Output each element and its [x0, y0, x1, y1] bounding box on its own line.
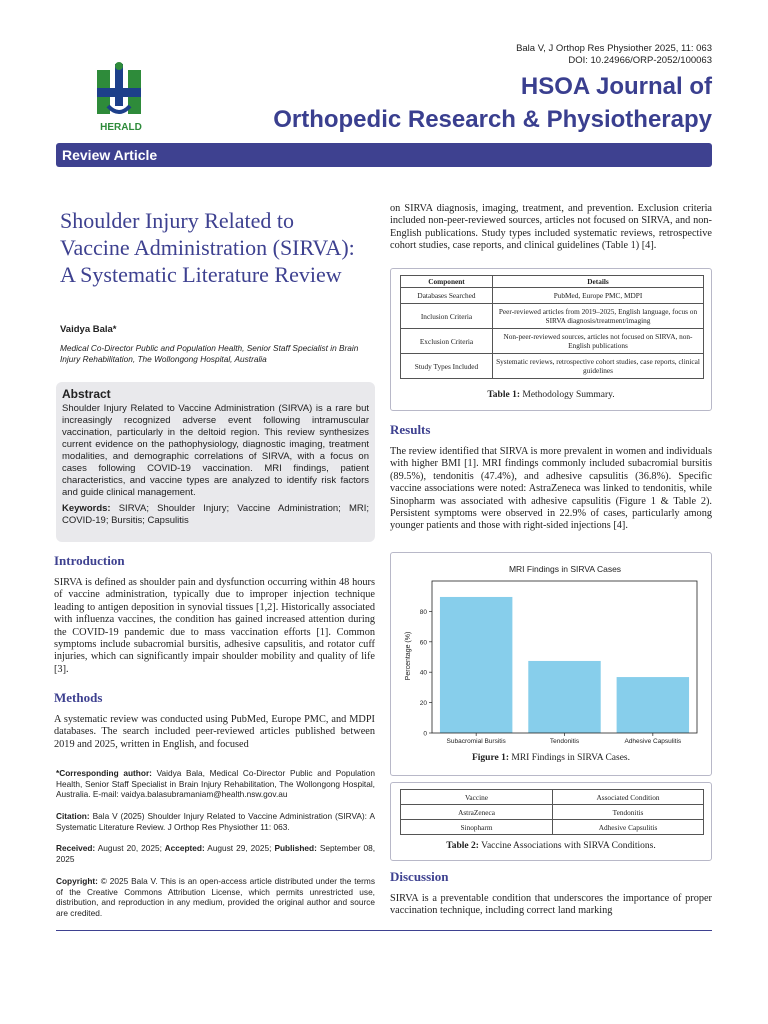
table-row [401, 820, 704, 835]
introduction-heading: Introduction [54, 553, 125, 568]
table1-header: Component [401, 276, 493, 288]
table1-caption [391, 390, 711, 400]
methods-text-right: on SIRVA diagnosis, imaging, treatment, and prevention. Exclusion criteria included non-peer-reviewed sources, articles not focused on SIRVA, and non-English publications. Study types included systematic reviews, retrospective cohort studies, case reports, and clinical guidelines (Table 1) [4]. [390, 203, 712, 252]
methods-text-left: A systematic review was conducted using PubMed, Europe PMC, and MDPI databases. The search included peer-reviewed articles published between 2019 and 2025, written in English, and focused [54, 714, 375, 750]
vaccine-association-table [400, 789, 704, 835]
table-row [401, 304, 704, 329]
table2-cell: Sinopharm [401, 820, 553, 835]
logo-text: HERALD [100, 122, 142, 133]
figure1-box [390, 552, 712, 776]
table2-cell: AstraZeneca [401, 805, 553, 820]
author-affiliation: Medical Co-Director Public and Population Health, Senior Staff Specialist in Brain Injury Rehabilitation, The Wollongong Hospital, Australia [60, 343, 359, 364]
table2-caption-text: Vaccine Associations with SIRVA Conditions. [478, 841, 656, 851]
results-heading: Results [390, 422, 431, 437]
dates-footnote [56, 843, 375, 864]
methods-heading: Methods [54, 690, 103, 705]
corresponding-text: Vaidya Bala, Medical Co-Director Public and Population Health, Senior Staff Specialist in Brain Injury Rehabilitation, The Wollongong Hospital, Australia. E-mail: vaidya.balasubramaniam@health.nsw.gov.au [56, 768, 375, 800]
keywords-text: SIRVA; Shoulder Injury; Vaccine Administration; MRI; COVID-19; Bursitis; Capsulitis [62, 503, 369, 526]
table-row [401, 288, 704, 304]
table2-box [390, 782, 712, 861]
figure1-caption-text: MRI Findings in SIRVA Cases. [509, 753, 631, 763]
bottom-divider [56, 930, 712, 931]
table-row [401, 354, 704, 379]
table1-caption-text: Methodology Summary. [520, 390, 615, 400]
table2-cell: Tendonitis [553, 805, 704, 820]
citation-short: Bala V, J Orthop Res Physiother 2025, 11: 063 [516, 43, 712, 54]
table2-header: Associated Condition [553, 790, 704, 805]
table1-cell: Inclusion Criteria [401, 304, 493, 329]
published-label: Published: [271, 843, 317, 853]
journal-title-line1: HSOA Journal of [520, 73, 712, 100]
chart-title: MRI Findings in SIRVA Cases [508, 564, 622, 574]
table1-cell: Study Types Included [401, 354, 493, 379]
table-row [401, 805, 704, 820]
y-tick-label: 80 [419, 608, 427, 616]
citation-text: Bala V (2025) Shoulder Injury Related to Vaccine Administration (SIRVA): A Systematic Literature Review. J Orthop Res Physiother 11: 063. [56, 811, 375, 832]
corresponding-label: *Corresponding author: [56, 768, 152, 778]
received-date: August 20, 2025; [95, 843, 162, 853]
table-row [401, 329, 704, 354]
table1-cell: Non-peer-reviewed sources, articles not focused on SIRVA, non-English publications [493, 329, 704, 354]
table1-cell: Databases Searched [401, 288, 493, 304]
table2-caption [391, 841, 711, 851]
abstract-heading: Abstract [62, 387, 111, 401]
table1-cell: Exclusion Criteria [401, 329, 493, 354]
table2-header: Vaccine [401, 790, 553, 805]
discussion-text: SIRVA is a preventable condition that underscores the importance of proper vaccination technique, including correct land marking [390, 893, 712, 917]
table1-cell: PubMed, Europe PMC, MDPI [493, 288, 704, 304]
abstract-text: Shoulder Injury Related to Vaccine Administration (SIRVA) is a rare but increasingly recognized adverse event following intramuscular vaccination, particularly in the deltoid region. This review synthesizes current evidence on the pathophysiology, diagnostic imaging, treatment modalities, and demographic correlations of SIRVA, with a focus on cases following COVID-19 vaccination. MRI findings, patient characteristics, and vaccine types are analyzed to identify risk factors and guide clinical management. [62, 403, 369, 498]
y-tick-label: 40 [419, 669, 427, 677]
bar [528, 661, 600, 733]
y-tick-label: 20 [419, 700, 427, 708]
table2-caption-label: Table 2: [446, 841, 479, 851]
table1-cell: Peer-reviewed articles from 2019–2025, English language, focus on SIRVA diagnosis/treatment/imaging [493, 304, 704, 329]
discussion-heading: Discussion [390, 869, 449, 884]
herald-logo-icon [86, 60, 156, 134]
x-tick-label: Subacromial Bursitis [446, 738, 506, 745]
y-tick-label: 60 [419, 639, 427, 647]
author-name: Vaidya Bala* [60, 324, 117, 335]
figure1-caption-label: Figure 1: [471, 753, 509, 763]
article-title: Shoulder Injury Related to Vaccine Administration (SIRVA): A Systematic Literature Review [60, 208, 355, 287]
published-date: September 08, 2025 [56, 843, 375, 864]
x-tick-label: Tendonitis [549, 738, 580, 745]
keywords [62, 503, 369, 527]
results-text: The review identified that SIRVA is more prevalent in women and individuals with higher BMI [1]. MRI findings commonly included subacromial bursitis (89.5%), tendonitis (47.4%), and adhesive capsulitis (36.8%). Specific vaccine associations were noted: AstraZeneca was linked to tendonitis, while Sinopharm was associated with adhesive capsulitis (Figure 1 & Table 2). Persistent symptoms were observed in 22.9% of cases, particularly among younger patients and those with right-sided injections [4]. [390, 446, 712, 532]
bar [440, 597, 512, 733]
citation-footnote [56, 811, 375, 832]
y-axis-label: Percentage (%) [405, 631, 412, 681]
table1-header: Details [493, 276, 704, 288]
abstract-box [56, 382, 375, 542]
bar [617, 677, 689, 733]
corresponding-author [56, 768, 375, 800]
mri-findings-chart [391, 553, 711, 751]
y-tick-label: 0 [423, 730, 427, 738]
copyright-footnote [56, 876, 375, 919]
copyright-text: © 2025 Bala V. This is an open-access article distributed under the terms of the Creative Commons Attribution License, which permits unrestricted use, distribution, and reproduction in any medium, provided the original author and source are credited. [56, 876, 375, 919]
table1-caption-label: Table 1: [487, 390, 520, 400]
received-label: Received: [56, 843, 96, 853]
introduction-text: SIRVA is defined as shoulder pain and dysfunction occurring within 48 hours of vaccine administration, typically due to improper injection technique leading to antigen deposition in synovial tissues [1,2]. Historically associated with influenza vaccines, the condition has gained increased attention during the COVID-19 pandemic due to mass vaccination efforts [1]. Common symptoms include subacromial bursitis, adhesive capsulitis, and rotator cuff injuries, which can significantly impair shoulder mobility and quality of life [3]. [54, 577, 375, 675]
methodology-table [400, 275, 704, 379]
doi: DOI: 10.24966/ORP-2052/100063 [568, 55, 712, 66]
accepted-date: August 29, 2025; [204, 843, 272, 853]
citation-label: Citation: [56, 811, 90, 821]
accepted-label: Accepted: [161, 843, 205, 853]
copyright-label: Copyright: [56, 876, 98, 886]
herald-logo [86, 60, 156, 134]
journal-title-line2: Orthopedic Research & Physiotherapy [273, 106, 712, 133]
keywords-label: Keywords: [62, 503, 111, 514]
table1-cell: Systematic reviews, retrospective cohort studies, case reports, clinical guidelines [493, 354, 704, 379]
table2-cell: Adhesive Capsulitis [553, 820, 704, 835]
article-type-banner: Review Article [56, 143, 712, 167]
x-tick-label: Adhesive Capsulitis [624, 738, 682, 745]
table1-box [390, 268, 712, 411]
figure1-caption [391, 753, 711, 763]
